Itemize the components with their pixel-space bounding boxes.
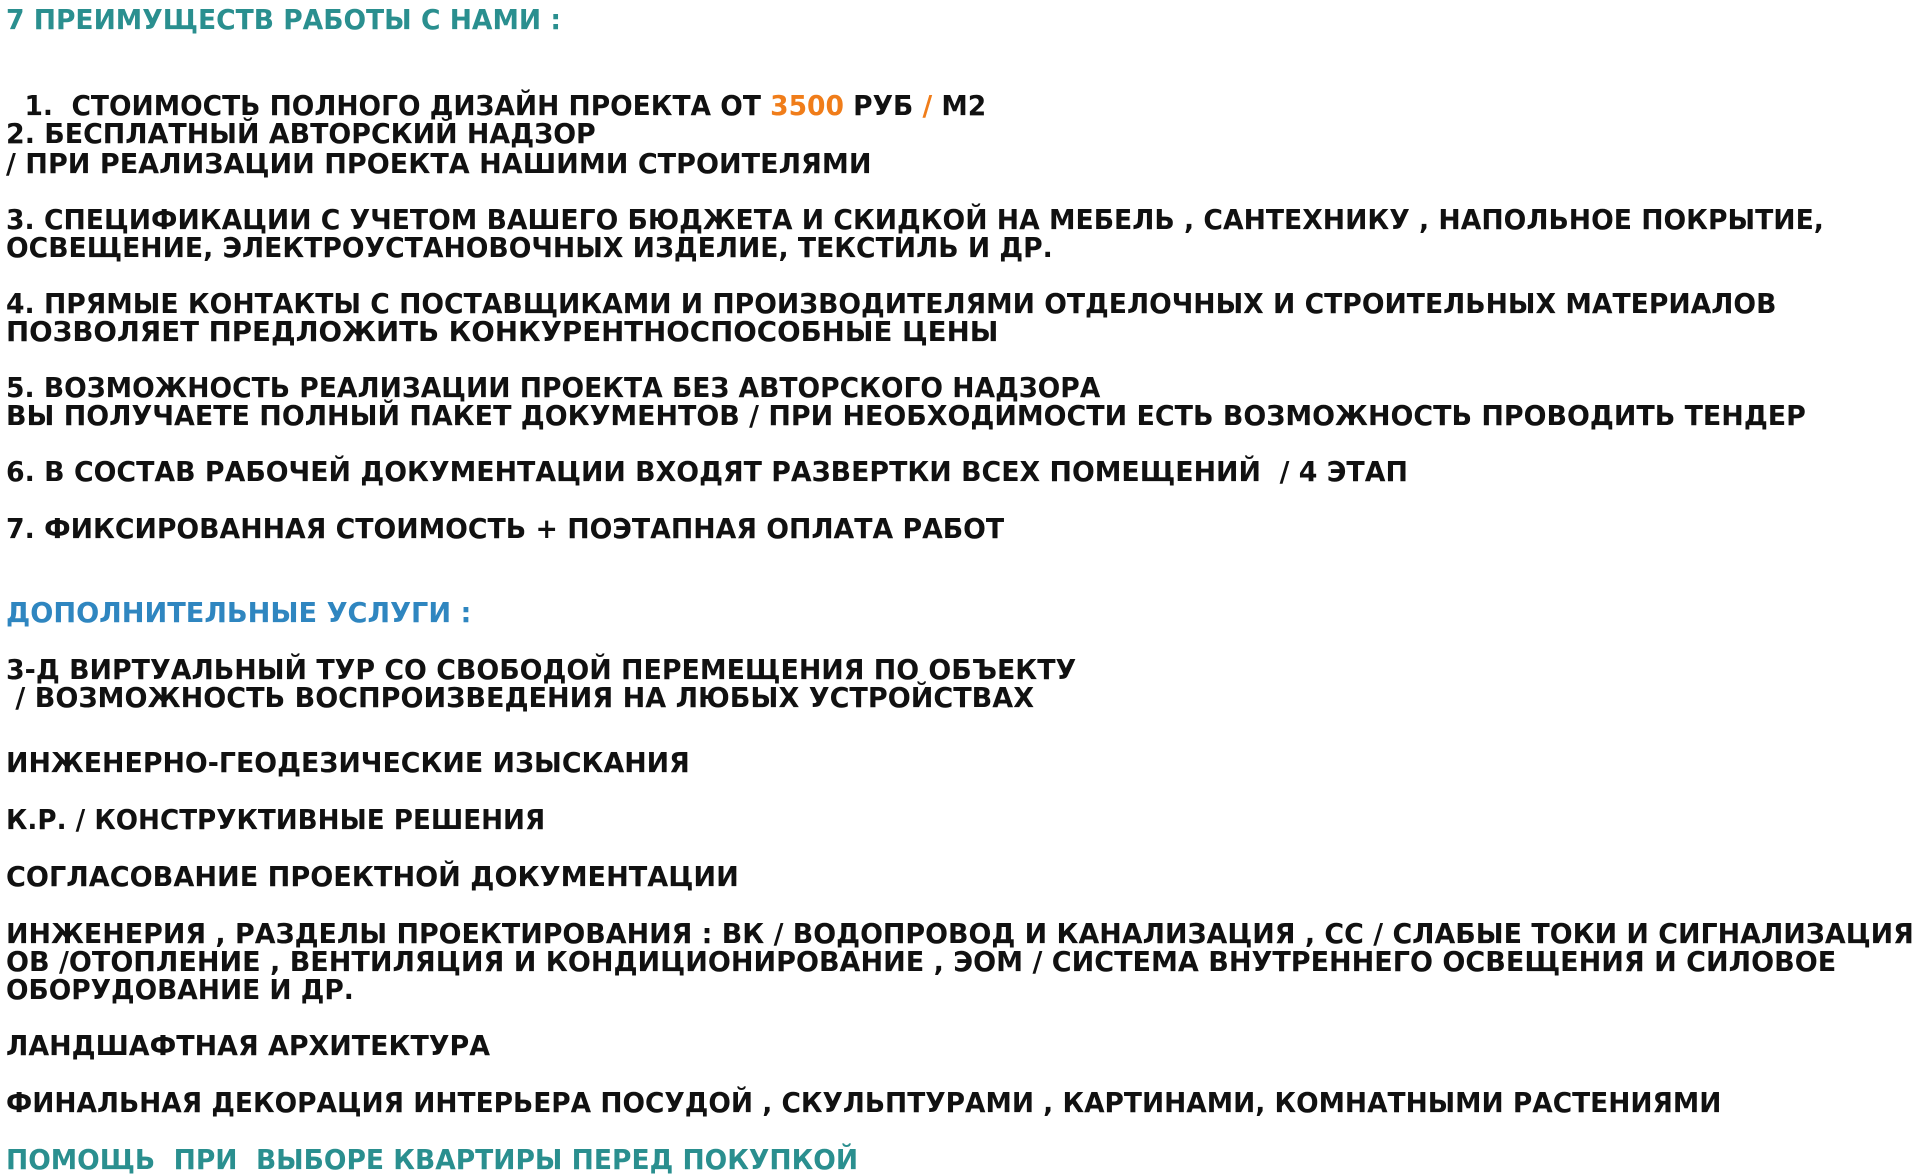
advantage-item-1	[6, 64, 986, 120]
advantage-1-text-after: М2	[932, 89, 987, 122]
price-slash: /	[922, 89, 933, 122]
price-value: 3500	[770, 89, 844, 122]
service-tour-line-2: / ВОЗМОЖНОСТЬ ВОСПРОИЗВЕДЕНИЯ НА ЛЮБЫХ УСТРОЙСТВАХ	[6, 681, 1035, 714]
service-kr: К.Р. / КОНСТРУКТИВНЫЕ РЕШЕНИЯ	[6, 803, 546, 836]
advantage-item-3-line-2: ОСВЕЩЕНИЕ, ЭЛЕКТРОУСТАНОВОЧНЫХ ИЗДЕЛИЕ, ТЕКСТИЛЬ И ДР.	[6, 231, 1053, 264]
advantage-item-2-line-1: 2. БЕСПЛАТНЫЙ АВТОРСКИЙ НАДЗОР	[6, 117, 596, 150]
service-landscape: ЛАНДШАФТНАЯ АРХИТЕКТУРА	[6, 1029, 491, 1062]
advantage-item-4-line-2: ПОЗВОЛЯЕТ ПРЕДЛОЖИТЬ КОНКУРЕНТНОСПОСОБНЫЕ ЦЕНЫ	[6, 315, 999, 348]
advantage-item-2-line-2: / ПРИ РЕАЛИЗАЦИИ ПРОЕКТА НАШИМИ СТРОИТЕЛЯМИ	[6, 147, 872, 180]
service-tour-line-1: 3-Д ВИРТУАЛЬНЫЙ ТУР СО СВОБОДОЙ ПЕРЕМЕЩЕНИЯ ПО ОБЪЕКТУ	[6, 653, 1077, 686]
advantage-item-7: 7. ФИКСИРОВАННАЯ СТОИМОСТЬ + ПОЭТАПНАЯ ОПЛАТА РАБОТ	[6, 512, 1005, 545]
advantage-item-3-line-1: 3. СПЕЦИФИКАЦИИ С УЧЕТОМ ВАШЕГО БЮДЖЕТА И СКИДКОЙ НА МЕБЕЛЬ , САНТЕХНИКУ , НАПОЛЬНОЕ ПОКРЫТИЕ,	[6, 203, 1824, 236]
services-heading: ДОПОЛНИТЕЛЬНЫЕ УСЛУГИ :	[6, 596, 472, 629]
advantage-item-5-line-1: 5. ВОЗМОЖНОСТЬ РЕАЛИЗАЦИИ ПРОЕКТА БЕЗ АВТОРСКОГО НАДЗОРА	[6, 371, 1101, 404]
advantages-heading: 7 ПРЕИМУЩЕСТВ РАБОТЫ С НАМИ :	[6, 3, 562, 36]
advantage-item-6: 6. В СОСТАВ РАБОЧЕЙ ДОКУМЕНТАЦИИ ВХОДЯТ РАЗВЕРТКИ ВСЕХ ПОМЕЩЕНИЙ / 4 ЭТАП	[6, 455, 1408, 488]
service-apartment-help: ПОМОЩЬ ПРИ ВЫБОРЕ КВАРТИРЫ ПЕРЕД ПОКУПКОЙ	[6, 1143, 859, 1176]
service-decoration: ФИНАЛЬНАЯ ДЕКОРАЦИЯ ИНТЕРЬЕРА ПОСУДОЙ , СКУЛЬПТУРАМИ , КАРТИНАМИ, КОМНАТНЫМИ РАСТЕНИЯМИ	[6, 1086, 1722, 1119]
advantage-item-4-line-1: 4. ПРЯМЫЕ КОНТАКТЫ С ПОСТАВЩИКАМИ И ПРОИЗВОДИТЕЛЯМИ ОТДЕЛОЧНЫХ И СТРОИТЕЛЬНЫХ МАТЕРИАЛОВ	[6, 287, 1777, 320]
advantage-item-5-line-2: ВЫ ПОЛУЧАЕТЕ ПОЛНЫЙ ПАКЕТ ДОКУМЕНТОВ / ПРИ НЕОБХОДИМОСТИ ЕСТЬ ВОЗМОЖНОСТЬ ПРОВОДИТЬ ТЕНДЕР	[6, 399, 1806, 432]
service-geodesy: ИНЖЕНЕРНО-ГЕОДЕЗИЧЕСКИЕ ИЗЫСКАНИЯ	[6, 746, 690, 779]
advantage-1-text-before: 1. СТОИМОСТЬ ПОЛНОГО ДИЗАЙН ПРОЕКТА ОТ	[24, 89, 771, 122]
advantage-1-text-middle: РУБ	[843, 89, 923, 122]
service-engineering-line-1: ИНЖЕНЕРИЯ , РАЗДЕЛЫ ПРОЕКТИРОВАНИЯ : ВК / ВОДОПРОВОД И КАНАЛИЗАЦИЯ , СС / СЛАБЫЕ ТОКИ И СИГНАЛИЗАЦИЯ	[6, 917, 1914, 950]
service-approval: СОГЛАСОВАНИЕ ПРОЕКТНОЙ ДОКУМЕНТАЦИИ	[6, 860, 739, 893]
service-engineering-line-3: ОБОРУДОВАНИЕ И ДР.	[6, 973, 354, 1006]
service-engineering-line-2: ОВ /ОТОПЛЕНИЕ , ВЕНТИЛЯЦИЯ И КОНДИЦИОНИРОВАНИЕ , ЭОМ / СИСТЕМА ВНУТРЕННЕГО ОСВЕЩЕНИЯ И СИЛОВОЕ	[6, 945, 1837, 978]
